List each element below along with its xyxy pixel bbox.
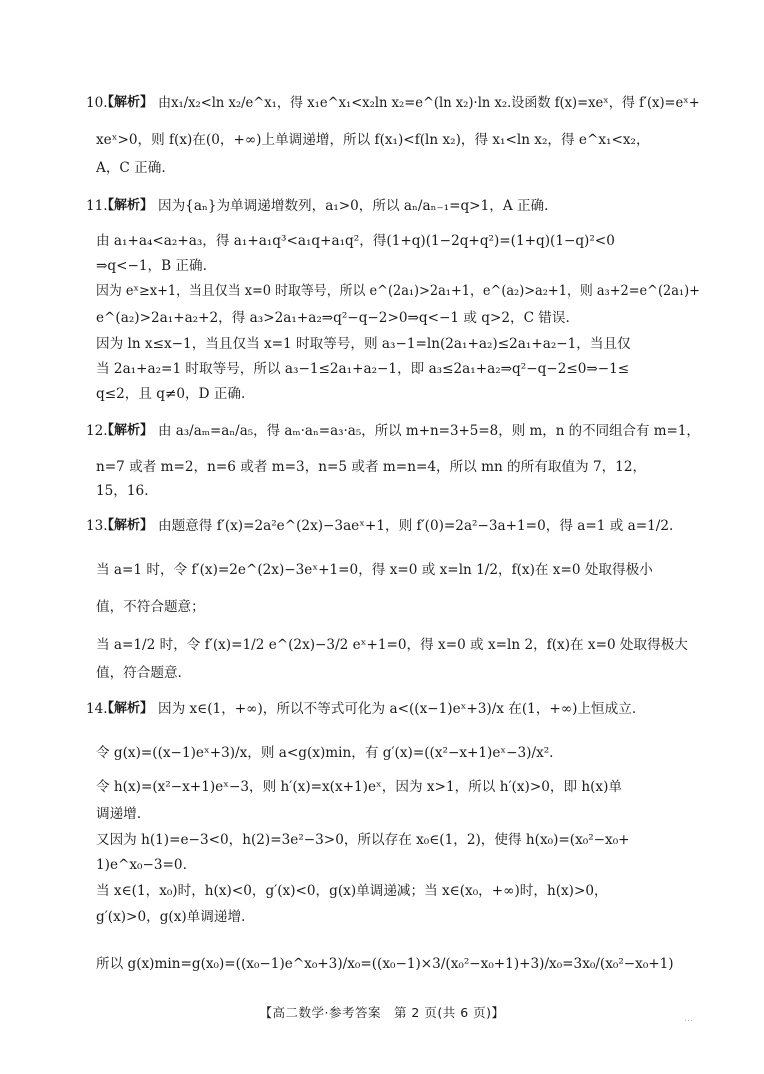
solution-text: 值，符合题意. (96, 665, 182, 681)
solution-number: 12. (86, 423, 108, 439)
solution-text: e^(a₂)>2a₁+a₂+2，得 a₃>2a₁+a₂⇒q²−q−2>0⇒q<−1 或 q>2，C 错误. (96, 310, 570, 326)
solution-text: xeˣ>0，则 f(x)在(0，+∞)上单调递增，所以 f(x₁)<f(ln x₂)，得 x₁<ln x₂，得 e^x₁<x₂， (96, 132, 650, 148)
solution-text: 值，不符合题意； (96, 599, 205, 615)
solution-text: 又因为 h(1)=e−3<0，h(2)=3e²−3>0，所以存在 x₀∈(1，2)，使得 h(x₀)=(x₀²−x₀+ (96, 832, 630, 848)
solution-text: 由 a₁+a₄<a₂+a₃，得 a₁+a₁q³<a₁q+a₁q²，得(1+q)(1−2q+q²)=(1+q)(1−q)²<0 (96, 233, 615, 249)
solution-text: 当 a=1/2 时，令 f′(x)=1/2 e^(2x)−3/2 eˣ+1=0，得 x=0 或 x=ln 2，f(x)在 x=0 处取得极大 (96, 637, 688, 653)
page-footer: 【高二数学·参考答案 第 2 页(共 6 页)】 (259, 1005, 505, 1020)
solution-text: 令 h(x)=(x²−x+1)eˣ−3，则 h′(x)=x(x+1)eˣ，因为 x>1，所以 h′(x)>0，即 h(x)单 (96, 779, 622, 795)
solution-number: 10. (86, 95, 108, 111)
solution-number: 13. (86, 518, 108, 534)
solution-text: 当 a=1 时，令 f′(x)=2e^(2x)−3eˣ+1=0，得 x=0 或 x=ln 1/2，f(x)在 x=0 处取得极小 (96, 562, 653, 578)
solution-tag: 【解析】 (101, 423, 154, 438)
solution-text: ⇒q<−1，B 正确. (96, 258, 207, 274)
solution-text: 因为 eˣ≥x+1，当且仅当 x=0 时取等号，所以 e^(2a₁)>2a₁+1，e^(a₂)>a₂+1，则 a₃+2=e^(2a₁)+ (96, 283, 700, 299)
solution-number: 14. (86, 701, 108, 717)
solution-text: 由 a₃/aₘ=aₙ/a₅，得 aₘ·aₙ=a₃·a₅，所以 m+n=3+5=8，则 m，n 的不同组合有 m=1， (158, 423, 700, 439)
solution-tag: 【解析】 (101, 95, 154, 110)
solution-tag: 【解析】 (101, 701, 154, 716)
solution-number: 11. (86, 198, 108, 214)
solution-text: q≤2，且 q≠0，D 正确. (96, 386, 246, 402)
solution-text: g′(x)>0，g(x)单调递增. (96, 909, 246, 925)
solution-tag: 【解析】 (101, 198, 154, 213)
solution-text: 因为{aₙ}为单调递增数列，a₁>0，所以 aₙ/aₙ₋₁=q>1，A 正确. (158, 198, 549, 214)
solution-text: 令 g(x)=((x−1)eˣ+3)/x，则 a<g(x)min，有 g′(x)=((x²−x+1)eˣ−3)/x². (96, 745, 554, 761)
solution-text: 因为 ln x≤x−1，当且仅当 x=1 时取等号，则 a₃−1=ln(2a₁+a₂)≤2a₁+a₂−1，当且仅 (96, 336, 631, 352)
solution-text: 因为 x∈(1，+∞)，所以不等式可化为 a<((x−1)eˣ+3)/x 在(1，+∞)上恒成立. (158, 701, 637, 717)
solution-text: 由x₁/x₂<ln x₂/e^x₁，得 x₁e^x₁<x₂ln x₂=e^(ln x₂)·ln x₂.设函数 f(x)=xeˣ，得 f′(x)=eˣ+ (158, 95, 700, 111)
solution-text: 调递增. (96, 806, 142, 822)
solution-tag: 【解析】 (101, 518, 154, 533)
solution-text: 15，16. (96, 483, 149, 499)
solution-text: 当 2a₁+a₂=1 时取等号，所以 a₃−1≤2a₁+a₂−1，即 a₃≤2a₁+a₂⇒q²−q−2≤0⇒−1≤ (96, 361, 630, 377)
solution-text: 当 x∈(1，x₀)时，h(x)<0，g′(x)<0，g(x)单调递减；当 x∈(x₀，+∞)时，h(x)>0， (96, 883, 608, 899)
solution-text: n=7 或者 m=2，n=6 或者 m=3，n=5 或者 m=n=4，所以 mn 的所有取值为 7，12， (96, 459, 647, 475)
corner-mark: … (684, 1014, 693, 1024)
solution-text: 由题意得 f′(x)=2a²e^(2x)−3aeˣ+1，则 f′(0)=2a²−3a+1=0，得 a=1 或 a=1/2. (158, 518, 674, 534)
solution-text: 1)e^x₀−3=0. (96, 857, 187, 873)
solution-text: 所以 g(x)min=g(x₀)=((x₀−1)e^x₀+3)/x₀=((x₀−1)×3/(x₀²−x₀+1)+3)/x₀=3x₀/(x₀²−x₀+1) (96, 956, 674, 972)
solution-text: A，C 正确. (96, 160, 166, 176)
